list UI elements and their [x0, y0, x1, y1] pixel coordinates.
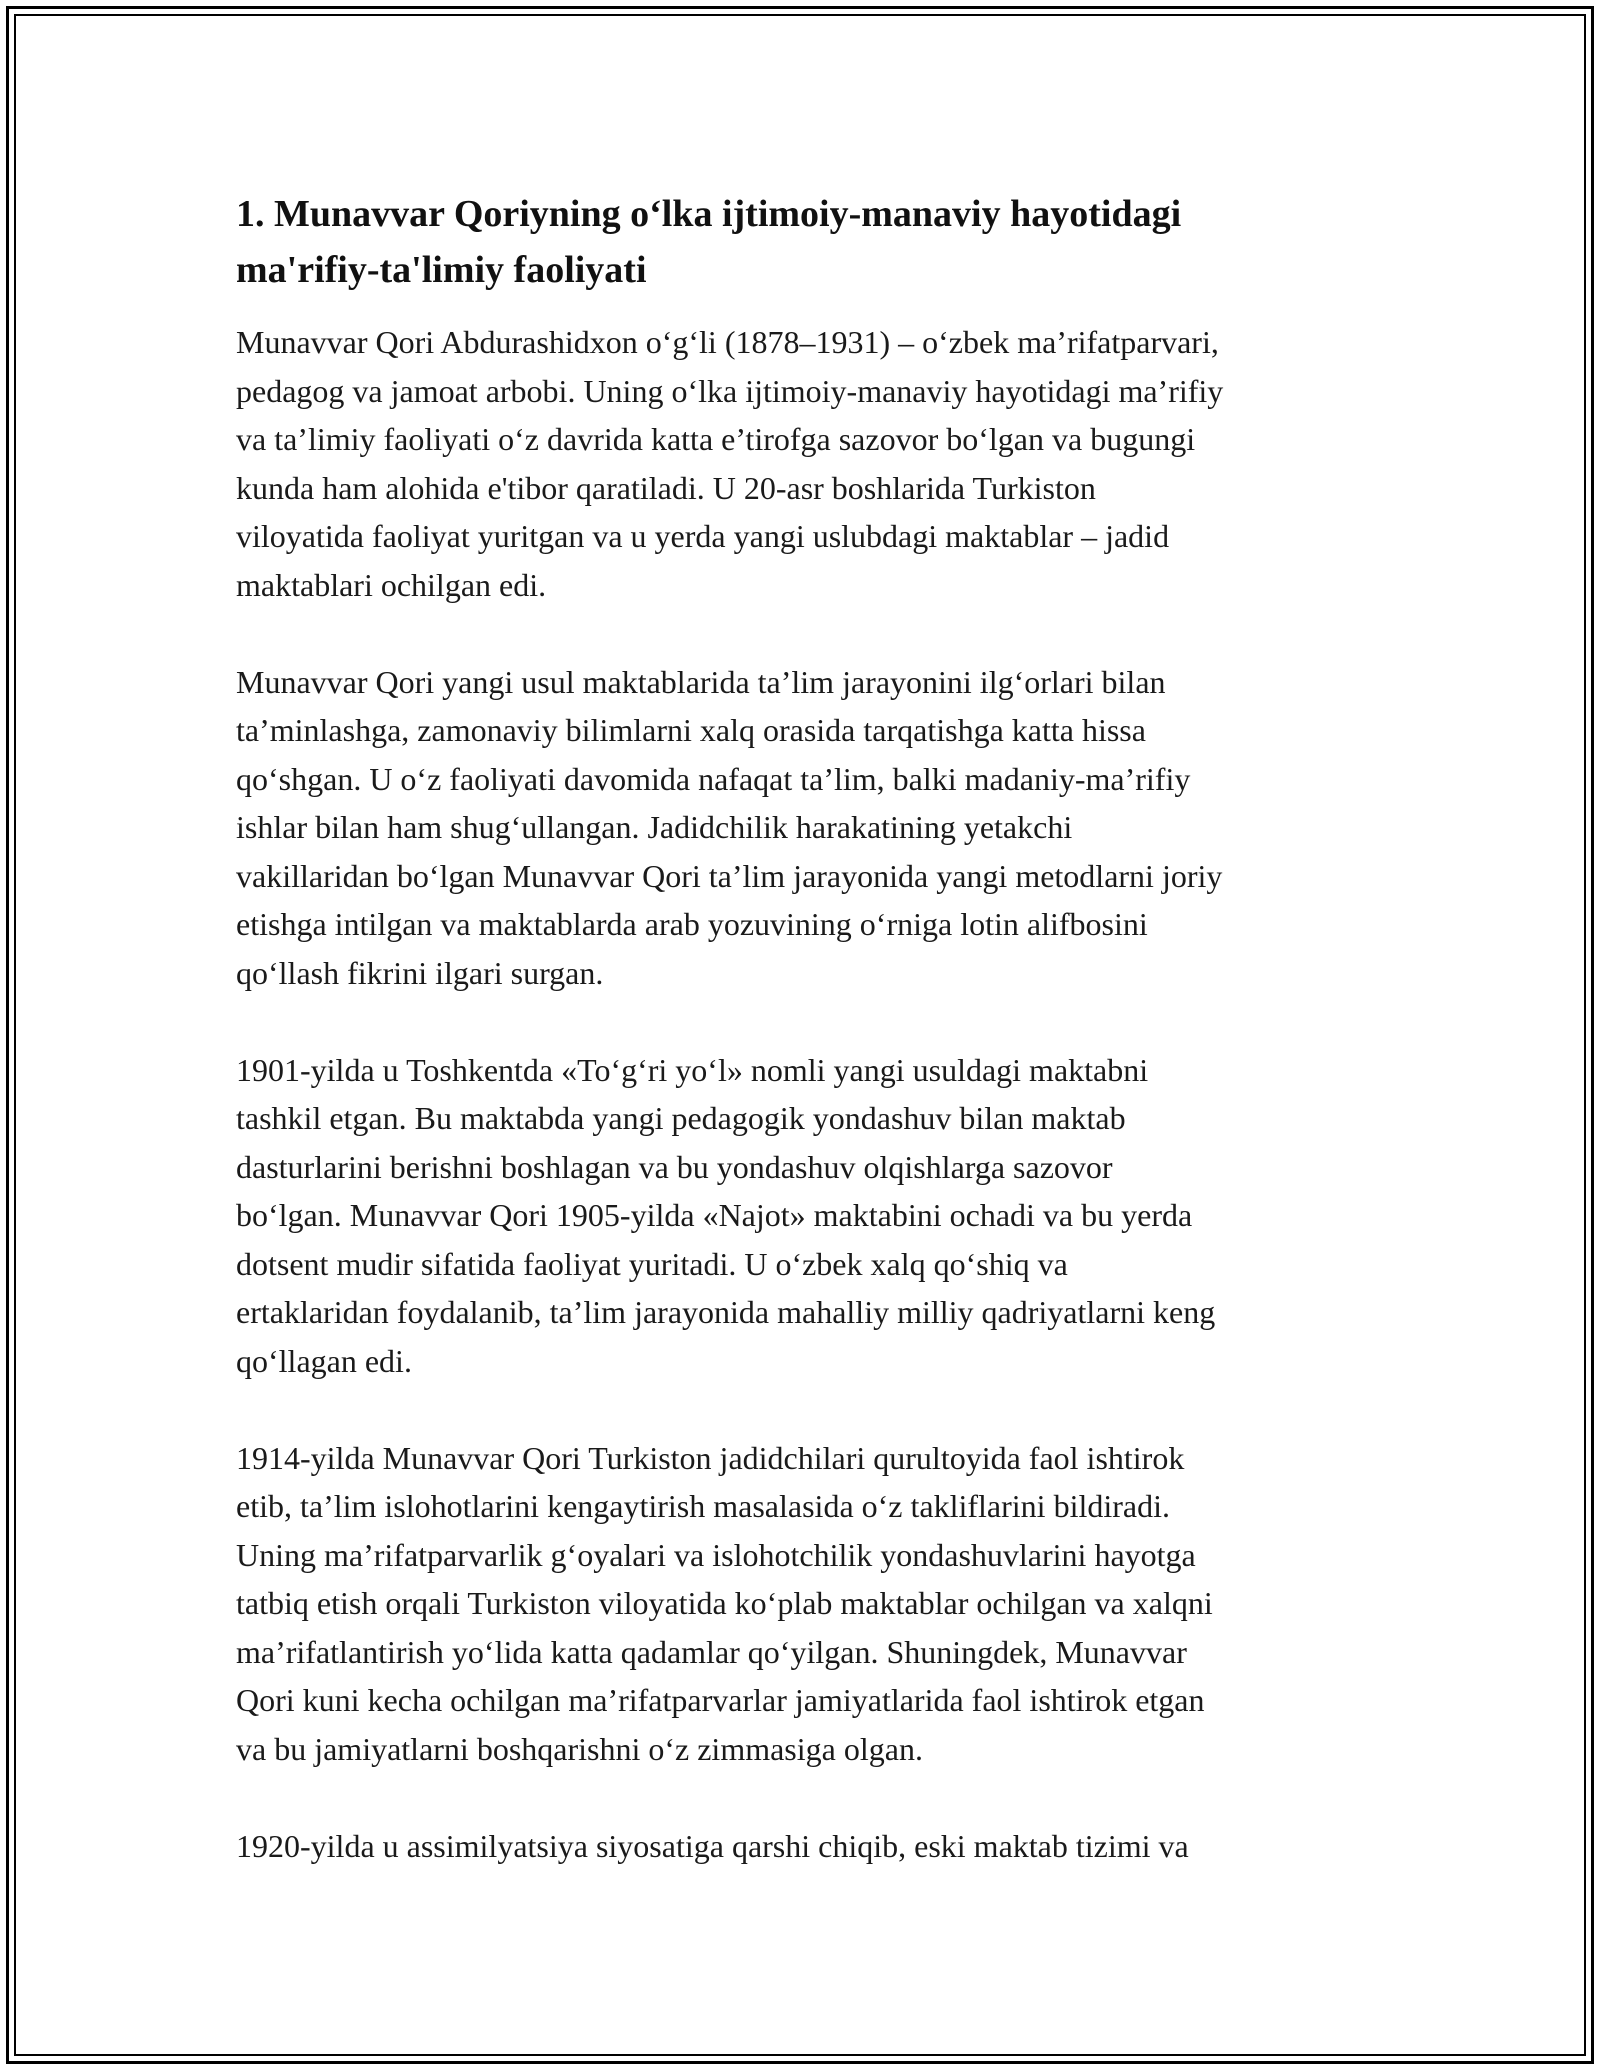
document-page [236, 186, 1376, 1919]
paragraph-4: 1914-yilda Munavvar Qori Turkiston jadidchilari qurultoyida faol ishtirok etib, ta’lim islohotlarini kengaytirish masalasida o‘z takliflarini bildiradi. Uning ma’rifatparvarlik g‘oyalari va islohotchilik yondashuvlarini hayotga tatbiq etish orqali Turkiston viloyatida ko‘plab maktablar ochilgan va xalqni ma’rifatlantirish yo‘lida katta qadamlar qo‘yilgan. Shuningdek, Munavvar Qori kuni kecha ochilgan ma’rifatparvarlar jamiyatlarida faol ishtirok etgan va bu jamiyatlarni boshqarishni o‘z zimmasiga olgan. [236, 1439, 1213, 1767]
paragraph-1: Munavvar Qori Abdurashidxon o‘g‘li (1878–1931) – o‘zbek ma’rifatparvari, pedagog va jamoat arbobi. Uning o‘lka ijtimoiy-manaviy hayotidagi ma’rifiy va ta’limiy faoliyati o‘z davrida katta e’tirofga sazovor bo‘lgan va bugungi kunda ham alohida e'tibor qaratiladi. U 20-asr boshlarida Turkiston viloyatida faoliyat yuritgan va u yerda yangi uslubdagi maktablar – jadid maktablari ochilgan edi. [236, 324, 1224, 603]
paragraph-5: 1920-yilda u assimilyatsiya siyosatiga qarshi chiqib, eski maktab tizimi va [236, 1827, 1189, 1864]
section-heading: 1. Munavvar Qoriyning o‘lka ijtimoiy-manaviy hayotidagi ma'rifiy-ta'limiy faoliyati [236, 193, 1182, 291]
paragraph-3: 1901-yilda u Toshkentda «To‘g‘ri yo‘l» nomli yangi usuldagi maktabni tashkil etgan. Bu maktabda yangi pedagogik yondashuv bilan maktab dasturlarini berishni boshlagan va bu yondashuv olqishlarga sazovor bo‘lgan. Munavvar Qori 1905-yilda «Najot» maktabini ochadi va bu yerda dotsent mudir sifatida faoliyat yuritadi. U o‘zbek xalq qo‘shiq va ertaklaridan foydalanib, ta’lim jarayonida mahalliy milliy qadriyatlarni keng qo‘llagan edi. [236, 1051, 1216, 1379]
paragraph-2: Munavvar Qori yangi usul maktablarida ta’lim jarayonini ilg‘orlari bilan ta’minlashga, zamonaviy bilimlarni xalq orasida tarqatishga katta hissa qo‘shgan. U o‘z faoliyati davomida nafaqat ta’lim, balki madaniy-ma’rifiy ishlar bilan ham shug‘ullangan. Jadidchilik harakatining yetakchi vakillaridan bo‘lgan Munavvar Qori ta’lim jarayonida yangi metodlarni joriy etishga intilgan va maktablarda arab yozuvining o‘rniga lotin alifbosini qo‘llash fikrini ilgari surgan. [236, 663, 1223, 991]
